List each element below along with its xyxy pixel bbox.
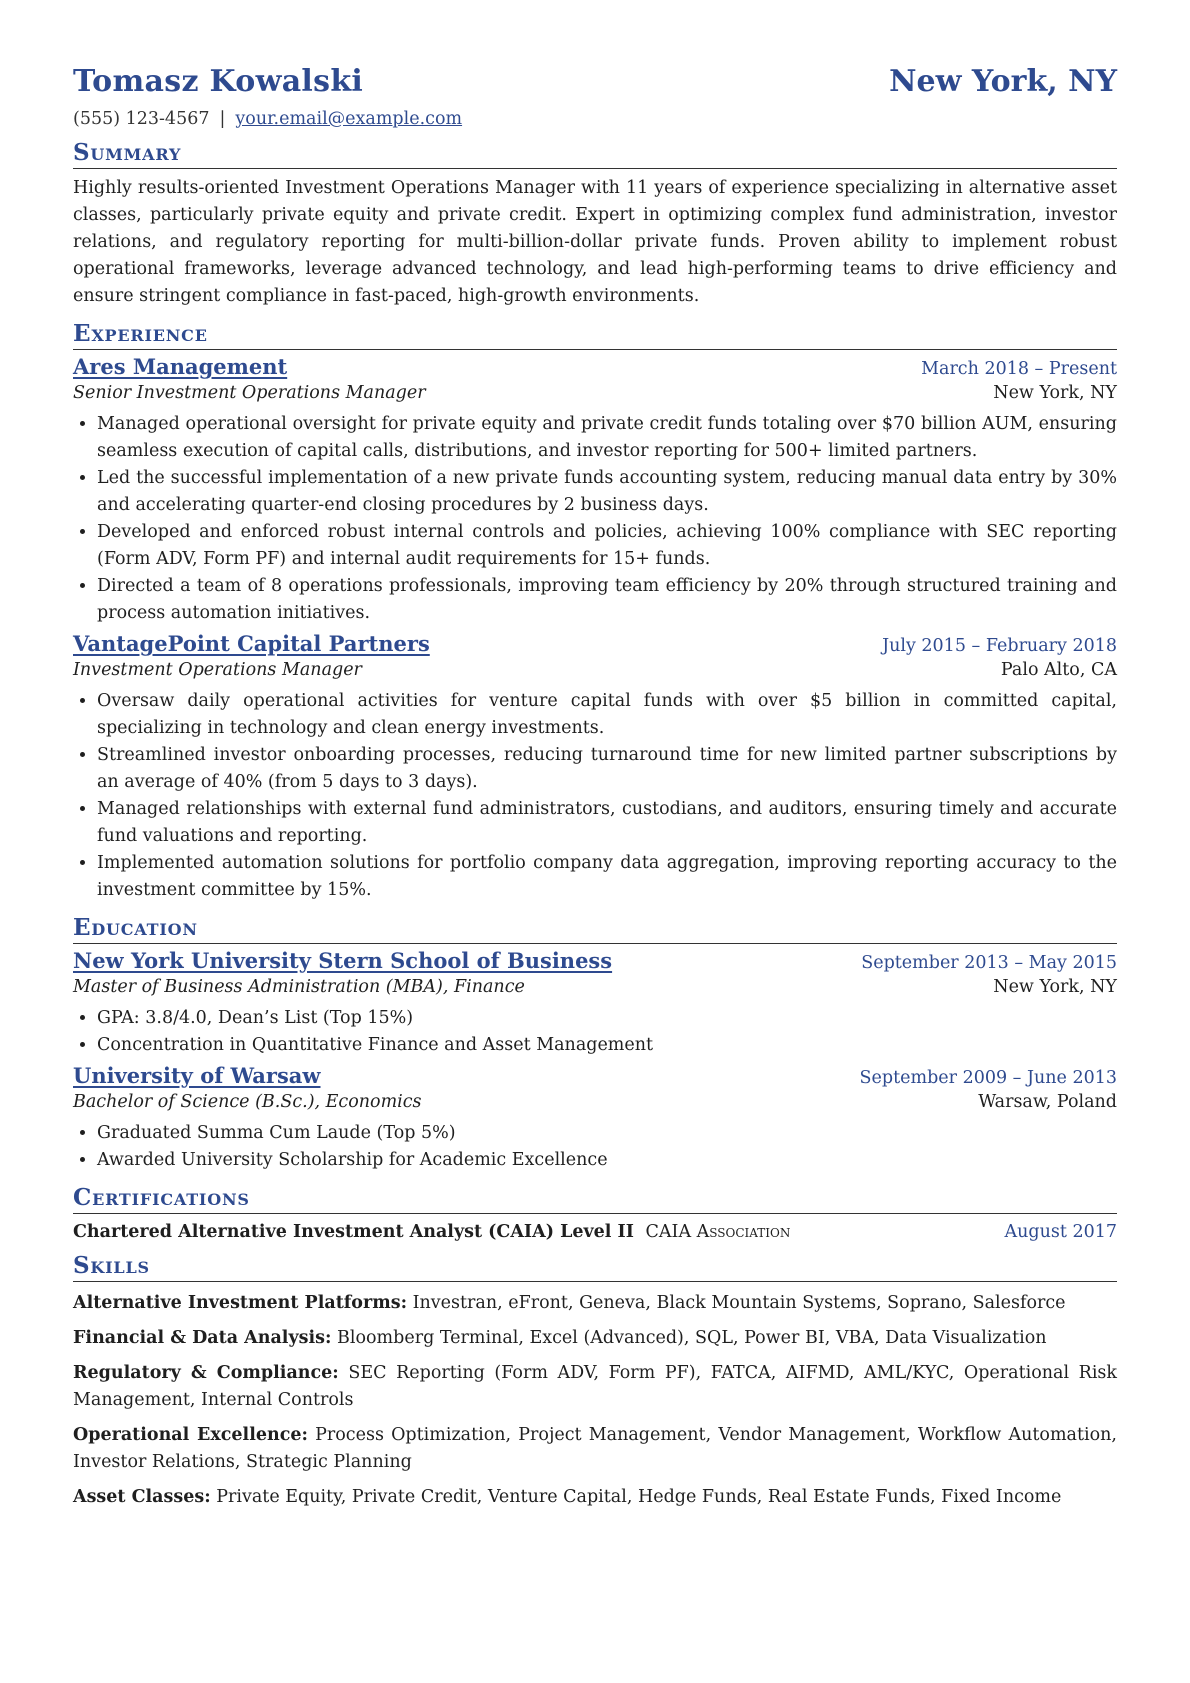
study-dates: September 2009 – June 2013 bbox=[859, 1068, 1117, 1088]
employer-name[interactable]: Ares Management bbox=[73, 354, 288, 379]
education-details bbox=[73, 1005, 1117, 1059]
skill-values: Bloomberg Terminal, Excel (Advanced), SQL, Power BI, VBA, Data Visualization bbox=[337, 1328, 1047, 1348]
skill-row bbox=[73, 1325, 1117, 1352]
job-title: Investment Operations Manager bbox=[73, 660, 362, 680]
list-item: • Led the successful implementation of a new private funds accounting system, reducing manual data entry by 30% and accelerating quarter-end closing procedures by 2 business days. bbox=[97, 465, 1117, 519]
employer-name[interactable]: VantagePoint Capital Partners bbox=[73, 631, 430, 656]
experience-entry bbox=[73, 631, 1117, 904]
section-title-summary: Summary bbox=[73, 139, 1117, 169]
section-title-education: Education bbox=[73, 914, 1117, 944]
email-link[interactable]: your.email@example.com bbox=[235, 109, 463, 129]
candidate-location: New York, NY bbox=[889, 64, 1117, 99]
certification-date: August 2017 bbox=[1004, 1222, 1117, 1242]
skill-category: Financial & Data Analysis: bbox=[73, 1328, 332, 1348]
achievement-list bbox=[73, 411, 1117, 627]
employment-dates: March 2018 – Present bbox=[921, 359, 1117, 379]
certification-entry bbox=[73, 1222, 1117, 1242]
education-entry bbox=[73, 948, 1117, 1059]
education-entry bbox=[73, 1063, 1117, 1174]
education-details bbox=[73, 1120, 1117, 1174]
summary-text: Highly results-oriented Investment Operations Manager with 11 years of experience specializing in alternative asset classes, particularly private equity and private credit. Expert in optimizing complex fund administration, investor relations, and regulatory reporting for multi-billion-dollar private funds. Proven ability to implement robust operational frameworks, leverage advanced technology, and lead high-performing teams to drive efficiency and ensure stringent compliance in fast-paced, high-growth environments. bbox=[73, 178, 1117, 306]
skill-category: Asset Classes: bbox=[73, 1487, 211, 1507]
skill-category: Operational Excellence: bbox=[73, 1425, 308, 1445]
skill-values: Investran, eFront, Geneva, Black Mountain Systems, Soprano, Salesforce bbox=[412, 1293, 1066, 1313]
skill-row bbox=[73, 1484, 1117, 1511]
skill-row bbox=[73, 1422, 1117, 1476]
list-item: • Concentration in Quantitative Finance and Asset Management bbox=[97, 1032, 1117, 1059]
candidate-name: Tomasz Kowalski bbox=[73, 64, 364, 99]
achievement-list bbox=[73, 688, 1117, 904]
contact-separator: | bbox=[219, 109, 226, 129]
skill-values: Process Optimization, Project Management, Vendor Management, Workflow Automation, Investor Relations, Strategic Planning bbox=[73, 1425, 1117, 1472]
section-title-certifications: Certifications bbox=[73, 1184, 1117, 1214]
list-item: • Oversaw daily operational activities for venture capital funds with over $5 billion in committed capital, specializing in technology and clean energy investments. bbox=[97, 688, 1117, 742]
employment-dates: July 2015 – February 2018 bbox=[882, 636, 1117, 656]
list-item: • Awarded University Scholarship for Academic Excellence bbox=[97, 1147, 1117, 1174]
job-title: Senior Investment Operations Manager bbox=[73, 383, 426, 403]
list-item: • Graduated Summa Cum Laude (Top 5%) bbox=[97, 1120, 1117, 1147]
section-title-skills: Skills bbox=[73, 1252, 1117, 1282]
list-item: • GPA: 3.8/4.0, Dean’s List (Top 15%) bbox=[97, 1005, 1117, 1032]
certification-name: Chartered Alternative Investment Analyst (CAIA) Level II bbox=[73, 1222, 634, 1242]
phone-number: (555) 123-4567 bbox=[73, 109, 210, 129]
job-location: Palo Alto, CA bbox=[1000, 660, 1117, 680]
list-item: • Streamlined investor onboarding processes, reducing turnaround time for new limited partner subscriptions by an average of 40% (from 5 days to 3 days). bbox=[97, 742, 1117, 796]
list-item: • Managed relationships with external fund administrators, custodians, and auditors, ensuring timely and accurate fund valuations and reporting. bbox=[97, 796, 1117, 850]
list-item: • Managed operational oversight for private equity and private credit funds totaling over $70 billion AUM, ensuring seamless execution of capital calls, distributions, and investor reporting for 500+ limited partners. bbox=[97, 411, 1117, 465]
skill-values: SEC Reporting (Form ADV, Form PF), FATCA, AIFMD, AML/KYC, Operational Risk Management, Internal Controls bbox=[73, 1363, 1117, 1410]
list-item: • Implemented automation solutions for portfolio company data aggregation, improving reporting accuracy to the investment committee by 15%. bbox=[97, 850, 1117, 904]
contact-line bbox=[73, 109, 1117, 129]
experience-entry bbox=[73, 354, 1117, 627]
skill-category: Regulatory & Compliance: bbox=[73, 1363, 339, 1383]
school-location: New York, NY bbox=[993, 977, 1117, 997]
skill-values: Private Equity, Private Credit, Venture Capital, Hedge Funds, Real Estate Funds, Fixed Income bbox=[216, 1487, 1062, 1507]
skill-row bbox=[73, 1290, 1117, 1317]
skill-row bbox=[73, 1360, 1117, 1414]
section-title-experience: Experience bbox=[73, 320, 1117, 350]
study-dates: September 2013 – May 2015 bbox=[861, 953, 1117, 973]
skill-category: Alternative Investment Platforms: bbox=[73, 1293, 408, 1313]
degree: Master of Business Administration (MBA), Finance bbox=[73, 977, 525, 997]
certification-issuer: CAIA Association bbox=[645, 1222, 791, 1242]
school-name[interactable]: University of Warsaw bbox=[73, 1063, 321, 1088]
list-item: • Developed and enforced robust internal controls and policies, achieving 100% compliance with SEC reporting (Form ADV, Form PF) and internal audit requirements for 15+ funds. bbox=[97, 519, 1117, 573]
list-item: • Directed a team of 8 operations professionals, improving team efficiency by 20% through structured training and process automation initiatives. bbox=[97, 573, 1117, 627]
header bbox=[73, 64, 1117, 99]
school-name[interactable]: New York University Stern School of Business bbox=[73, 948, 613, 973]
job-location: New York, NY bbox=[993, 383, 1117, 403]
school-location: Warsaw, Poland bbox=[978, 1092, 1117, 1112]
degree: Bachelor of Science (B.Sc.), Economics bbox=[73, 1092, 422, 1112]
